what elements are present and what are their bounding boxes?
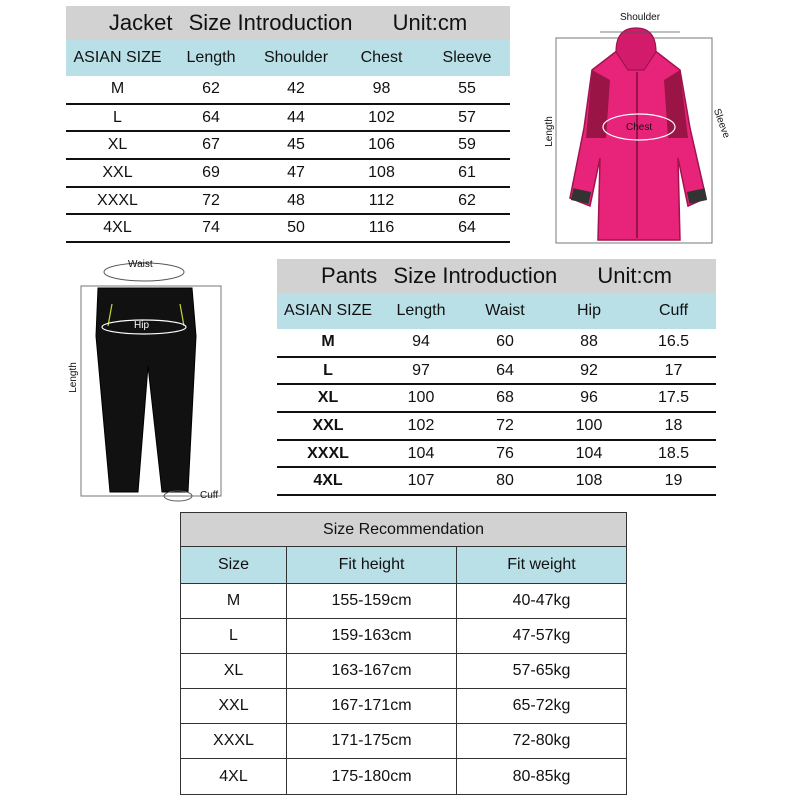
value-cell: 100 bbox=[547, 412, 631, 440]
jacket-side-panel-left bbox=[586, 70, 610, 138]
value-cell: 19 bbox=[631, 467, 716, 495]
size-cell: 4XL bbox=[181, 759, 287, 794]
pants-header: Hip bbox=[547, 293, 631, 329]
value-cell: 155-159cm bbox=[287, 584, 457, 619]
value-cell: 97 bbox=[379, 357, 463, 385]
size-cell: XL bbox=[181, 654, 287, 689]
pants-size-table bbox=[277, 259, 716, 496]
value-cell: 74 bbox=[169, 214, 253, 242]
value-cell: 167-171cm bbox=[287, 689, 457, 724]
value-cell: 50 bbox=[253, 214, 339, 242]
value-cell: 68 bbox=[463, 384, 547, 412]
value-cell: 64 bbox=[463, 357, 547, 385]
value-cell: 104 bbox=[547, 440, 631, 468]
value-cell: 18 bbox=[631, 412, 716, 440]
table-row bbox=[181, 724, 627, 759]
recommendation-title: Size Recommendation bbox=[181, 513, 627, 547]
recommendation-title-row bbox=[181, 513, 627, 547]
table-row bbox=[66, 159, 510, 187]
table-row bbox=[66, 76, 510, 104]
value-cell: 100 bbox=[379, 384, 463, 412]
table-row bbox=[66, 214, 510, 242]
value-cell: 67 bbox=[169, 131, 253, 159]
pants-length-label: Length bbox=[67, 362, 79, 393]
hip-label: Hip bbox=[134, 320, 150, 331]
value-cell: 163-167cm bbox=[287, 654, 457, 689]
value-cell: 108 bbox=[547, 467, 631, 495]
table-row bbox=[181, 584, 627, 619]
waist-label: Waist bbox=[128, 259, 153, 270]
shoulder-label: Shoulder bbox=[620, 12, 661, 23]
pants-subtitle: Size Introduction bbox=[393, 263, 558, 288]
value-cell: 65-72kg bbox=[457, 689, 627, 724]
size-recommendation-table bbox=[180, 512, 627, 795]
jacket-header: ASIAN SIZE bbox=[66, 40, 169, 76]
jacket-title: Jacket bbox=[108, 10, 173, 35]
pants-unit: Unit:cm bbox=[597, 263, 672, 288]
cuff-label: Cuff bbox=[200, 490, 219, 501]
jacket-title-row bbox=[66, 6, 510, 40]
pants-icon bbox=[66, 256, 246, 506]
jacket-illustration bbox=[540, 8, 740, 248]
value-cell: 62 bbox=[169, 76, 253, 104]
pants-title-row bbox=[277, 259, 716, 293]
jacket-size-table bbox=[66, 6, 510, 243]
jacket-header: Length bbox=[169, 40, 253, 76]
value-cell: 64 bbox=[424, 214, 510, 242]
size-cell: XXL bbox=[277, 412, 379, 440]
size-cell: XL bbox=[277, 384, 379, 412]
value-cell: 45 bbox=[253, 131, 339, 159]
value-cell: 80 bbox=[463, 467, 547, 495]
value-cell: 59 bbox=[424, 131, 510, 159]
table-row bbox=[181, 689, 627, 724]
value-cell: 102 bbox=[379, 412, 463, 440]
value-cell: 57-65kg bbox=[457, 654, 627, 689]
value-cell: 69 bbox=[169, 159, 253, 187]
jacket-header: Shoulder bbox=[253, 40, 339, 76]
size-cell: XXL bbox=[181, 689, 287, 724]
table-row bbox=[181, 654, 627, 689]
value-cell: 47 bbox=[253, 159, 339, 187]
size-cell: M bbox=[66, 76, 169, 104]
value-cell: 42 bbox=[253, 76, 339, 104]
size-cell: L bbox=[277, 357, 379, 385]
value-cell: 94 bbox=[379, 329, 463, 357]
table-row bbox=[66, 104, 510, 132]
jacket-header-row bbox=[66, 40, 510, 76]
value-cell: 112 bbox=[339, 187, 424, 215]
size-cell: 4XL bbox=[277, 467, 379, 495]
pants-header: Cuff bbox=[631, 293, 716, 329]
value-cell: 72-80kg bbox=[457, 724, 627, 759]
value-cell: 98 bbox=[339, 76, 424, 104]
table-row bbox=[66, 131, 510, 159]
value-cell: 80-85kg bbox=[457, 759, 627, 794]
size-cell: XXXL bbox=[277, 440, 379, 468]
size-cell: XXXL bbox=[181, 724, 287, 759]
value-cell: 104 bbox=[379, 440, 463, 468]
table-row bbox=[181, 619, 627, 654]
recommendation-header: Fit weight bbox=[457, 547, 627, 584]
value-cell: 159-163cm bbox=[287, 619, 457, 654]
size-cell: M bbox=[181, 584, 287, 619]
jacket-body bbox=[570, 50, 706, 240]
value-cell: 116 bbox=[339, 214, 424, 242]
value-cell: 102 bbox=[339, 104, 424, 132]
value-cell: 72 bbox=[463, 412, 547, 440]
value-cell: 106 bbox=[339, 131, 424, 159]
recommendation-header: Fit height bbox=[287, 547, 457, 584]
pants-header: Waist bbox=[463, 293, 547, 329]
value-cell: 16.5 bbox=[631, 329, 716, 357]
value-cell: 47-57kg bbox=[457, 619, 627, 654]
table-row bbox=[277, 412, 716, 440]
pants-illustration bbox=[66, 256, 246, 506]
value-cell: 17.5 bbox=[631, 384, 716, 412]
table-row bbox=[277, 357, 716, 385]
table-row bbox=[66, 187, 510, 215]
size-cell: XXL bbox=[66, 159, 169, 187]
table-row bbox=[277, 329, 716, 357]
pants-header-row bbox=[277, 293, 716, 329]
size-cell: M bbox=[277, 329, 379, 357]
size-cell: L bbox=[66, 104, 169, 132]
pants-header: Length bbox=[379, 293, 463, 329]
value-cell: 92 bbox=[547, 357, 631, 385]
value-cell: 61 bbox=[424, 159, 510, 187]
value-cell: 175-180cm bbox=[287, 759, 457, 794]
value-cell: 62 bbox=[424, 187, 510, 215]
jacket-subtitle: Size Introduction bbox=[188, 10, 353, 35]
value-cell: 40-47kg bbox=[457, 584, 627, 619]
jacket-header: Sleeve bbox=[424, 40, 510, 76]
jacket-length-label: Length bbox=[543, 116, 555, 147]
value-cell: 55 bbox=[424, 76, 510, 104]
size-cell: L bbox=[181, 619, 287, 654]
value-cell: 17 bbox=[631, 357, 716, 385]
size-cell: XXXL bbox=[66, 187, 169, 215]
value-cell: 88 bbox=[547, 329, 631, 357]
table-row bbox=[277, 467, 716, 495]
value-cell: 44 bbox=[253, 104, 339, 132]
jacket-header: Chest bbox=[339, 40, 424, 76]
sleeve-label: Sleeve bbox=[710, 107, 732, 140]
table-row bbox=[277, 384, 716, 412]
value-cell: 96 bbox=[547, 384, 631, 412]
table-row bbox=[181, 759, 627, 794]
value-cell: 60 bbox=[463, 329, 547, 357]
recommendation-header-row bbox=[181, 547, 627, 584]
value-cell: 18.5 bbox=[631, 440, 716, 468]
value-cell: 76 bbox=[463, 440, 547, 468]
pants-body bbox=[96, 288, 196, 492]
value-cell: 107 bbox=[379, 467, 463, 495]
jacket-unit: Unit:cm bbox=[392, 10, 468, 35]
value-cell: 64 bbox=[169, 104, 253, 132]
pants-title: Pants bbox=[321, 263, 378, 288]
table-row bbox=[277, 440, 716, 468]
value-cell: 57 bbox=[424, 104, 510, 132]
value-cell: 171-175cm bbox=[287, 724, 457, 759]
chest-label: Chest bbox=[626, 122, 653, 133]
value-cell: 72 bbox=[169, 187, 253, 215]
size-cell: 4XL bbox=[66, 214, 169, 242]
size-cell: XL bbox=[66, 131, 169, 159]
pants-header: ASIAN SIZE bbox=[277, 293, 379, 329]
value-cell: 48 bbox=[253, 187, 339, 215]
recommendation-header: Size bbox=[181, 547, 287, 584]
value-cell: 108 bbox=[339, 159, 424, 187]
